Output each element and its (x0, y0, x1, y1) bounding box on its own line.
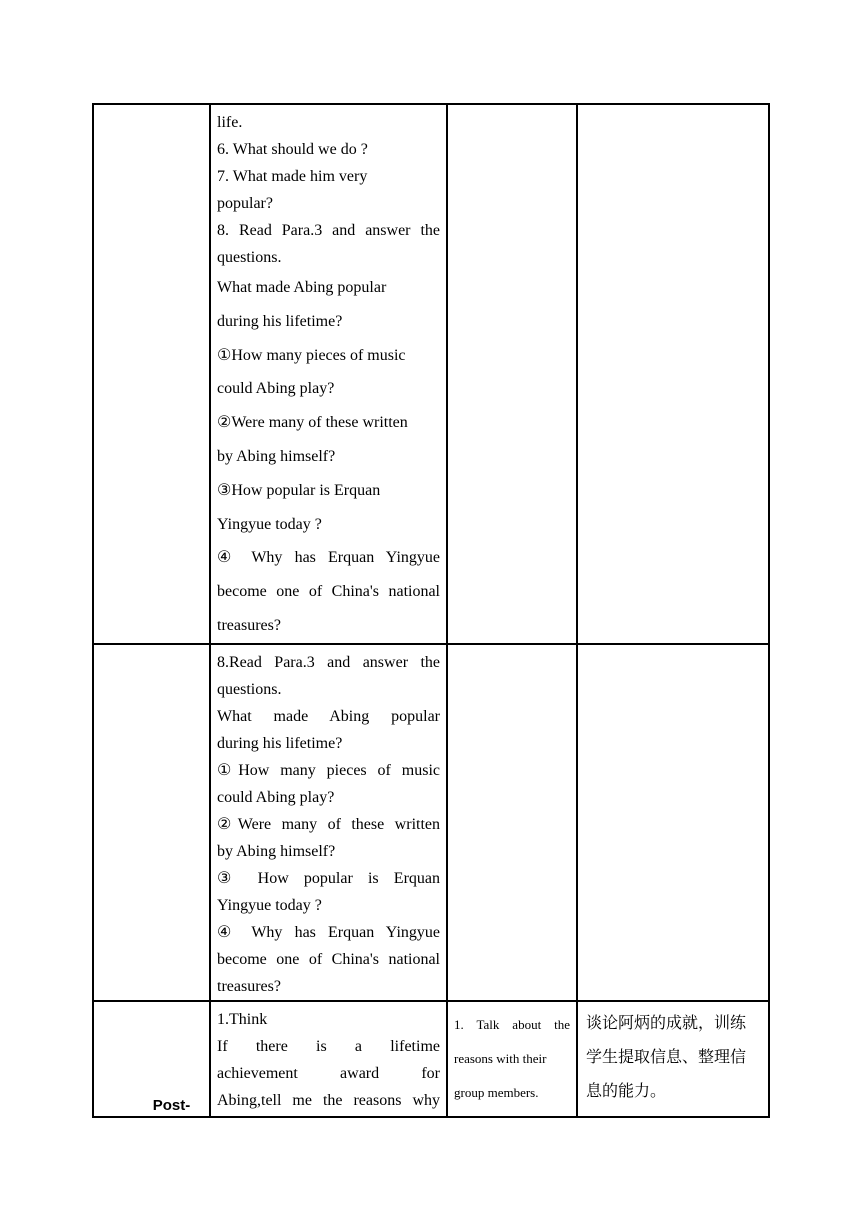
stage-cell (93, 104, 210, 644)
content-line: What made Abing popular (217, 279, 387, 296)
content-line: ④ Why has Erquan Yingyue (217, 923, 440, 941)
content-line: become one of China's national (217, 583, 440, 601)
content-line: by Abing himself? (217, 447, 336, 465)
purpose-line: 学生提取信息、整理信 (586, 1046, 747, 1066)
content-line: during his lifetime? (217, 734, 343, 752)
content-line: questions. (217, 249, 282, 266)
content-line: ①How many pieces of music (217, 346, 406, 364)
content-line: could Abing play? (217, 380, 335, 398)
content-line: ①How many pieces of music (217, 761, 440, 779)
content-line: during his lifetime? (217, 312, 343, 330)
stage-cell (93, 644, 210, 1001)
content-line: 6. What should we do ? (217, 141, 368, 158)
content-line: Yingyue today ? (217, 515, 322, 533)
content-line: questions. (217, 680, 282, 698)
content-line: treasures? (217, 977, 281, 995)
content-line: ③ How popular is Erquan (217, 869, 440, 887)
stage-label: Post- (152, 1096, 191, 1114)
table-row (93, 644, 769, 1001)
content-line: treasures? (217, 616, 281, 634)
content-line: Yingyue today ? (217, 896, 322, 914)
activity-cell (447, 644, 577, 1001)
content-line: ②Were many of these written (217, 815, 440, 833)
activity-line: reasons with their (454, 1050, 547, 1066)
table-row (93, 1001, 769, 1117)
content-cell (210, 1001, 447, 1117)
content-line: life. (217, 114, 243, 131)
activity-line: group members. (454, 1084, 539, 1100)
content-line: If there is a lifetime (217, 1037, 440, 1055)
content-line: popular? (217, 195, 273, 212)
purpose-cell (577, 1001, 769, 1117)
content-line: become one of China's national (217, 950, 440, 968)
content-line: 8. Read Para.3 and answer the (217, 222, 440, 239)
content-line: What made Abing popular (217, 707, 440, 725)
activity-line: 1. Talk about the (454, 1016, 570, 1032)
content-line: achievement award for (217, 1064, 440, 1082)
content-line: Abing,tell me the reasons why (217, 1091, 440, 1109)
content-line: ④ Why has Erquan Yingyue (217, 549, 440, 567)
content-line: 1.Think (217, 1010, 268, 1028)
content-line: ③How popular is Erquan (217, 481, 381, 499)
content-line: ②Were many of these written (217, 414, 408, 432)
stage-cell (93, 1001, 210, 1117)
activity-cell (447, 104, 577, 644)
content-cell (210, 644, 447, 1001)
content-line: by Abing himself? (217, 842, 336, 860)
content-line: 7. What made him very (217, 168, 368, 185)
lesson-plan-table (92, 103, 770, 1118)
content-line: 8.Read Para.3 and answer the (217, 653, 440, 671)
activity-cell (447, 1001, 577, 1117)
purpose-line: 息的能力。 (586, 1080, 667, 1100)
purpose-line: 谈论阿炳的成就，训练 (586, 1012, 747, 1032)
content-line: could Abing play? (217, 788, 335, 806)
content-cell (210, 104, 447, 644)
purpose-cell (577, 104, 769, 644)
table-row (93, 104, 769, 644)
purpose-cell (577, 644, 769, 1001)
